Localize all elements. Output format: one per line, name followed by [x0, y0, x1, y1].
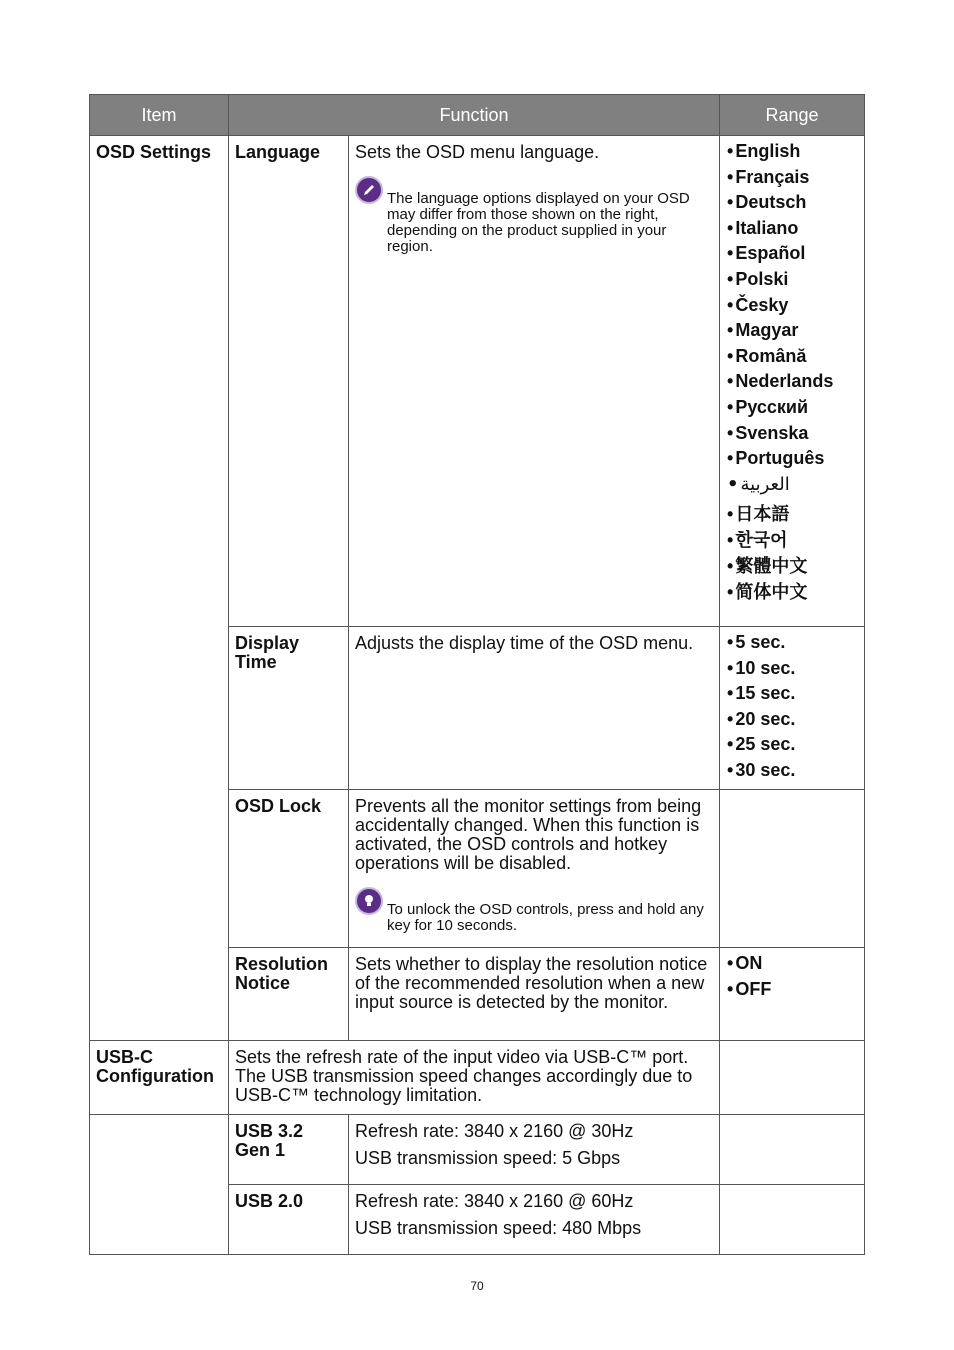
display-time-option: • 10 sec.: [727, 659, 864, 678]
language-option: • العربية: [727, 475, 864, 494]
osd-lock-tip-text: To unlock the OSD controls, press and hold any key for 10 seconds.: [387, 901, 704, 934]
osd-lock-tip: [355, 887, 713, 934]
resolution-notice-option: • OFF: [727, 980, 864, 999]
resolution-notice-desc: Sets whether to display the resolution notice of the recommended resolution when a new input source is detected by the monitor.: [355, 954, 708, 1012]
language-option: • Italiano: [727, 219, 864, 238]
display-time-option: • 20 sec.: [727, 710, 864, 729]
lightbulb-tip-icon: [355, 887, 383, 915]
resolution-notice-label: Resolution Notice: [235, 954, 328, 993]
language-option: • Deutsch: [727, 193, 864, 212]
usb-gen1-refresh: Refresh rate: 3840 x 2160 @ 30Hz: [355, 1121, 634, 1141]
language-option: • Svenska: [727, 424, 864, 443]
resolution-notice-options: [720, 948, 864, 999]
usbc-desc: Sets the refresh rate of the input video via USB-C™ port. The USB transmission speed changes accordingly due to USB-C™ technology limitation.: [235, 1047, 693, 1105]
header-function: Function: [229, 95, 720, 136]
usb-gen1-label: USB 3.2 Gen 1: [235, 1121, 304, 1160]
language-option: • 简体中文: [727, 583, 864, 602]
page-number: 70: [470, 1279, 484, 1293]
language-option: • 繁體中文: [727, 557, 864, 576]
usb-gen1-speed: USB transmission speed: 5 Gbps: [355, 1148, 621, 1168]
settings-table: [89, 94, 865, 1255]
table-row-language: [90, 136, 865, 627]
language-option: • Česky: [727, 296, 864, 315]
osd-lock-range: [720, 790, 865, 948]
usbc-range: [720, 1041, 865, 1115]
language-desc: Sets the OSD menu language.: [355, 142, 600, 162]
language-option: • Română: [727, 347, 864, 366]
language-note: [355, 176, 713, 255]
language-label: Language: [235, 142, 321, 162]
header-item: Item: [90, 95, 229, 136]
language-option: • Русский: [727, 398, 864, 417]
usb2-label: USB 2.0: [235, 1191, 304, 1211]
table-row-usbc: [90, 1041, 865, 1115]
usbc-empty-item: [90, 1115, 229, 1255]
osd-settings-label: OSD Settings: [96, 142, 212, 162]
language-option: • Português: [727, 449, 864, 468]
header-range: Range: [720, 95, 865, 136]
resolution-notice-option: • ON: [727, 954, 864, 973]
language-option: • Magyar: [727, 321, 864, 340]
osd-settings-cell: [90, 136, 229, 1041]
language-option: • Español: [727, 244, 864, 263]
osd-lock-desc: Prevents all the monitor settings from being accidentally changed. When this function is activated, the OSD controls and hotkey operations will be disabled.: [355, 796, 702, 873]
usb2-range: [720, 1185, 865, 1255]
display-time-option: • 5 sec.: [727, 633, 864, 652]
display-time-option: • 15 sec.: [727, 684, 864, 703]
usb-gen1-range: [720, 1115, 865, 1185]
pencil-note-icon: [355, 176, 383, 204]
language-option: • English: [727, 142, 864, 161]
language-option: • Polski: [727, 270, 864, 289]
display-time-options: [720, 627, 864, 780]
table-row-usb-gen1: [90, 1115, 865, 1185]
language-options: [720, 136, 864, 602]
usbc-label: USB-C Configuration: [96, 1047, 214, 1086]
osd-lock-label: OSD Lock: [235, 796, 322, 816]
language-option: • Nederlands: [727, 372, 864, 391]
display-time-desc: Adjusts the display time of the OSD menu.: [355, 633, 694, 653]
language-option: • 한국어: [727, 531, 864, 550]
display-time-option: • 30 sec.: [727, 761, 864, 780]
language-option: • 日本語: [727, 505, 864, 524]
usb2-refresh: Refresh rate: 3840 x 2160 @ 60Hz: [355, 1191, 634, 1211]
table-header-row: [90, 95, 865, 136]
language-option: • Français: [727, 168, 864, 187]
language-note-text: The language options displayed on your OSD may differ from those shown on the right, depending on the product supplied in your region.: [387, 190, 690, 255]
display-time-label: Display Time: [235, 633, 300, 672]
display-time-option: • 25 sec.: [727, 735, 864, 754]
usb2-speed: USB transmission speed: 480 Mbps: [355, 1218, 642, 1238]
